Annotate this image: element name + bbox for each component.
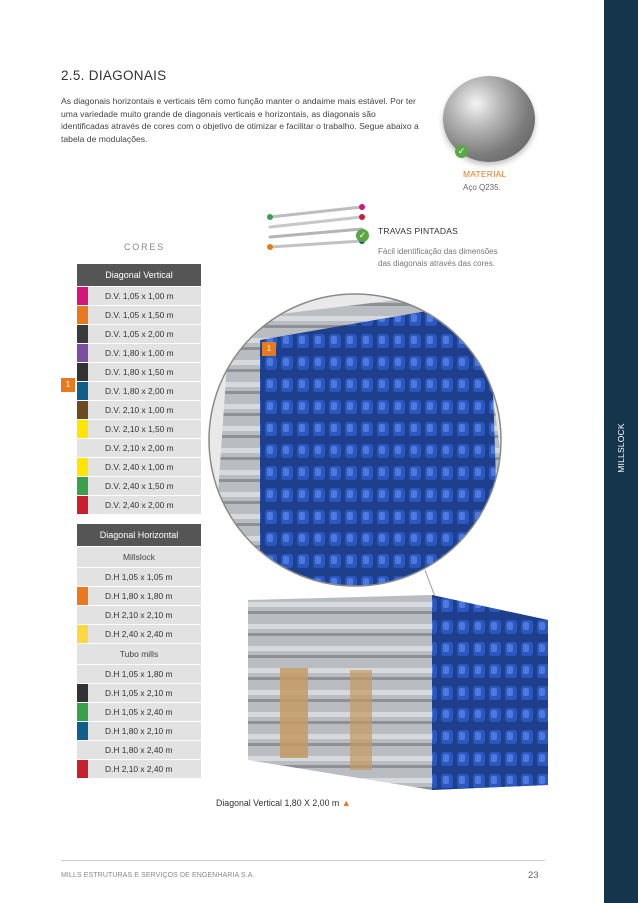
table-row <box>77 305 201 324</box>
row-label: D.V. 1,05 x 2,00 m <box>105 329 174 339</box>
row-label: D.H 1,80 x 1,80 m <box>105 591 173 601</box>
color-swatch <box>77 741 88 759</box>
row-label: D.V. 1,05 x 1,50 m <box>105 310 174 320</box>
table-row <box>77 683 201 702</box>
travas-title: TRAVAS PINTADAS <box>378 226 458 236</box>
triangle-icon: ▲ <box>341 798 351 808</box>
check-icon: ✓ <box>455 145 468 158</box>
section-intro: As diagonais horizontais e verticais têm como função manter o andaime mais estável. Por ter uma variedade muito grande de diagonais verticais e horizontais, as diagonais são identificadas através de cores com o objetivo de otimizar e facilitar o trabalho. Segue abaixo a tabela de modulações. <box>61 96 419 145</box>
section-title: 2.5. DIAGONAIS <box>61 68 167 83</box>
color-swatch <box>77 420 88 438</box>
colors-label: CORES <box>124 242 166 252</box>
table-row <box>77 721 201 740</box>
color-swatch <box>77 760 88 778</box>
row-label: D.V. 1,80 x 2,00 m <box>105 386 174 396</box>
table-row <box>77 324 201 343</box>
color-swatch <box>77 325 88 343</box>
color-swatch <box>77 568 88 586</box>
color-swatch <box>77 625 88 643</box>
page-number: 23 <box>528 870 539 881</box>
color-swatch <box>77 382 88 400</box>
row-label: D.V. 1,80 x 1,00 m <box>105 348 174 358</box>
table-row <box>77 286 201 305</box>
row-label: D.V. 2,10 x 1,00 m <box>105 405 174 415</box>
color-swatch <box>77 665 88 683</box>
table-row <box>77 664 201 683</box>
color-swatch <box>77 684 88 702</box>
caption-text: Diagonal Vertical 1,80 X 2,00 m <box>216 798 340 808</box>
table-row <box>77 759 201 778</box>
color-swatch <box>77 477 88 495</box>
row-label: D.H 1,80 x 2,10 m <box>105 726 173 736</box>
row-label: D.H 1,80 x 2,40 m <box>105 745 173 755</box>
table-row <box>77 343 201 362</box>
millslock-subheader: Millslock <box>77 546 201 567</box>
row-label: D.H 1,05 x 2,40 m <box>105 707 173 717</box>
diagonal-stack-photo <box>200 200 604 820</box>
table-row <box>77 702 201 721</box>
color-swatch <box>77 363 88 381</box>
table-row <box>77 419 201 438</box>
row-label: D.V. 2,40 x 1,50 m <box>105 481 174 491</box>
check-icon: ✓ <box>356 229 369 242</box>
vertical-table-header: Diagonal Vertical <box>77 264 201 286</box>
row-label: D.V. 2,40 x 1,00 m <box>105 462 174 472</box>
table-row <box>77 438 201 457</box>
table-row <box>77 495 201 514</box>
table-row <box>77 624 201 643</box>
material-value: Aço Q235. <box>463 183 501 192</box>
table-row <box>77 400 201 419</box>
photo-caption <box>216 798 351 808</box>
vertical-diagonal-table <box>77 264 201 514</box>
table-row <box>77 740 201 759</box>
travas-text: Fácil identificação das dimensões das diagonais através das cores. <box>378 247 498 268</box>
row-label: D.H 1,05 x 1,80 m <box>105 669 173 679</box>
row-label: D.H 1,05 x 2,10 m <box>105 688 173 698</box>
table-row <box>77 381 201 400</box>
color-swatch <box>77 587 88 605</box>
color-swatch <box>77 401 88 419</box>
color-swatch <box>77 722 88 740</box>
table-row <box>77 476 201 495</box>
row-label: D.H 2,10 x 2,40 m <box>105 764 173 774</box>
color-swatch <box>77 287 88 305</box>
table-row <box>77 362 201 381</box>
color-swatch <box>77 496 88 514</box>
row-label: D.V. 1,80 x 1,50 m <box>105 367 174 377</box>
table-row <box>77 586 201 605</box>
tubomills-subheader: Tubo mills <box>77 643 201 664</box>
table-row <box>77 457 201 476</box>
footer-divider <box>61 860 545 861</box>
row-label: D.V. 2,40 x 2,00 m <box>105 500 174 510</box>
row-label: D.V. 2,10 x 2,00 m <box>105 443 174 453</box>
color-swatch <box>77 458 88 476</box>
row-label: D.V. 1,05 x 1,00 m <box>105 291 174 301</box>
row-label: D.H 2,40 x 2,40 m <box>105 629 173 639</box>
callout-badge: 1 <box>262 342 276 356</box>
row-label: D.H 2,10 x 2,10 m <box>105 610 173 620</box>
row-label: D.H 1,05 x 1,05 m <box>105 572 173 582</box>
color-swatch <box>77 344 88 362</box>
table-row <box>77 567 201 586</box>
color-swatch <box>77 606 88 624</box>
callout-badge: 1 <box>61 378 75 392</box>
row-label: D.V. 2,10 x 1,50 m <box>105 424 174 434</box>
table-row <box>77 605 201 624</box>
color-swatch <box>77 439 88 457</box>
footer-company: MILLS ESTRUTURAS E SERVIÇOS DE ENGENHARIA S.A. <box>61 872 255 879</box>
color-swatch <box>77 703 88 721</box>
color-swatch <box>77 306 88 324</box>
material-label: MATERIAL <box>463 169 507 179</box>
horizontal-diagonal-table <box>77 524 201 778</box>
horizontal-table-header: Diagonal Horizontal <box>77 524 201 546</box>
